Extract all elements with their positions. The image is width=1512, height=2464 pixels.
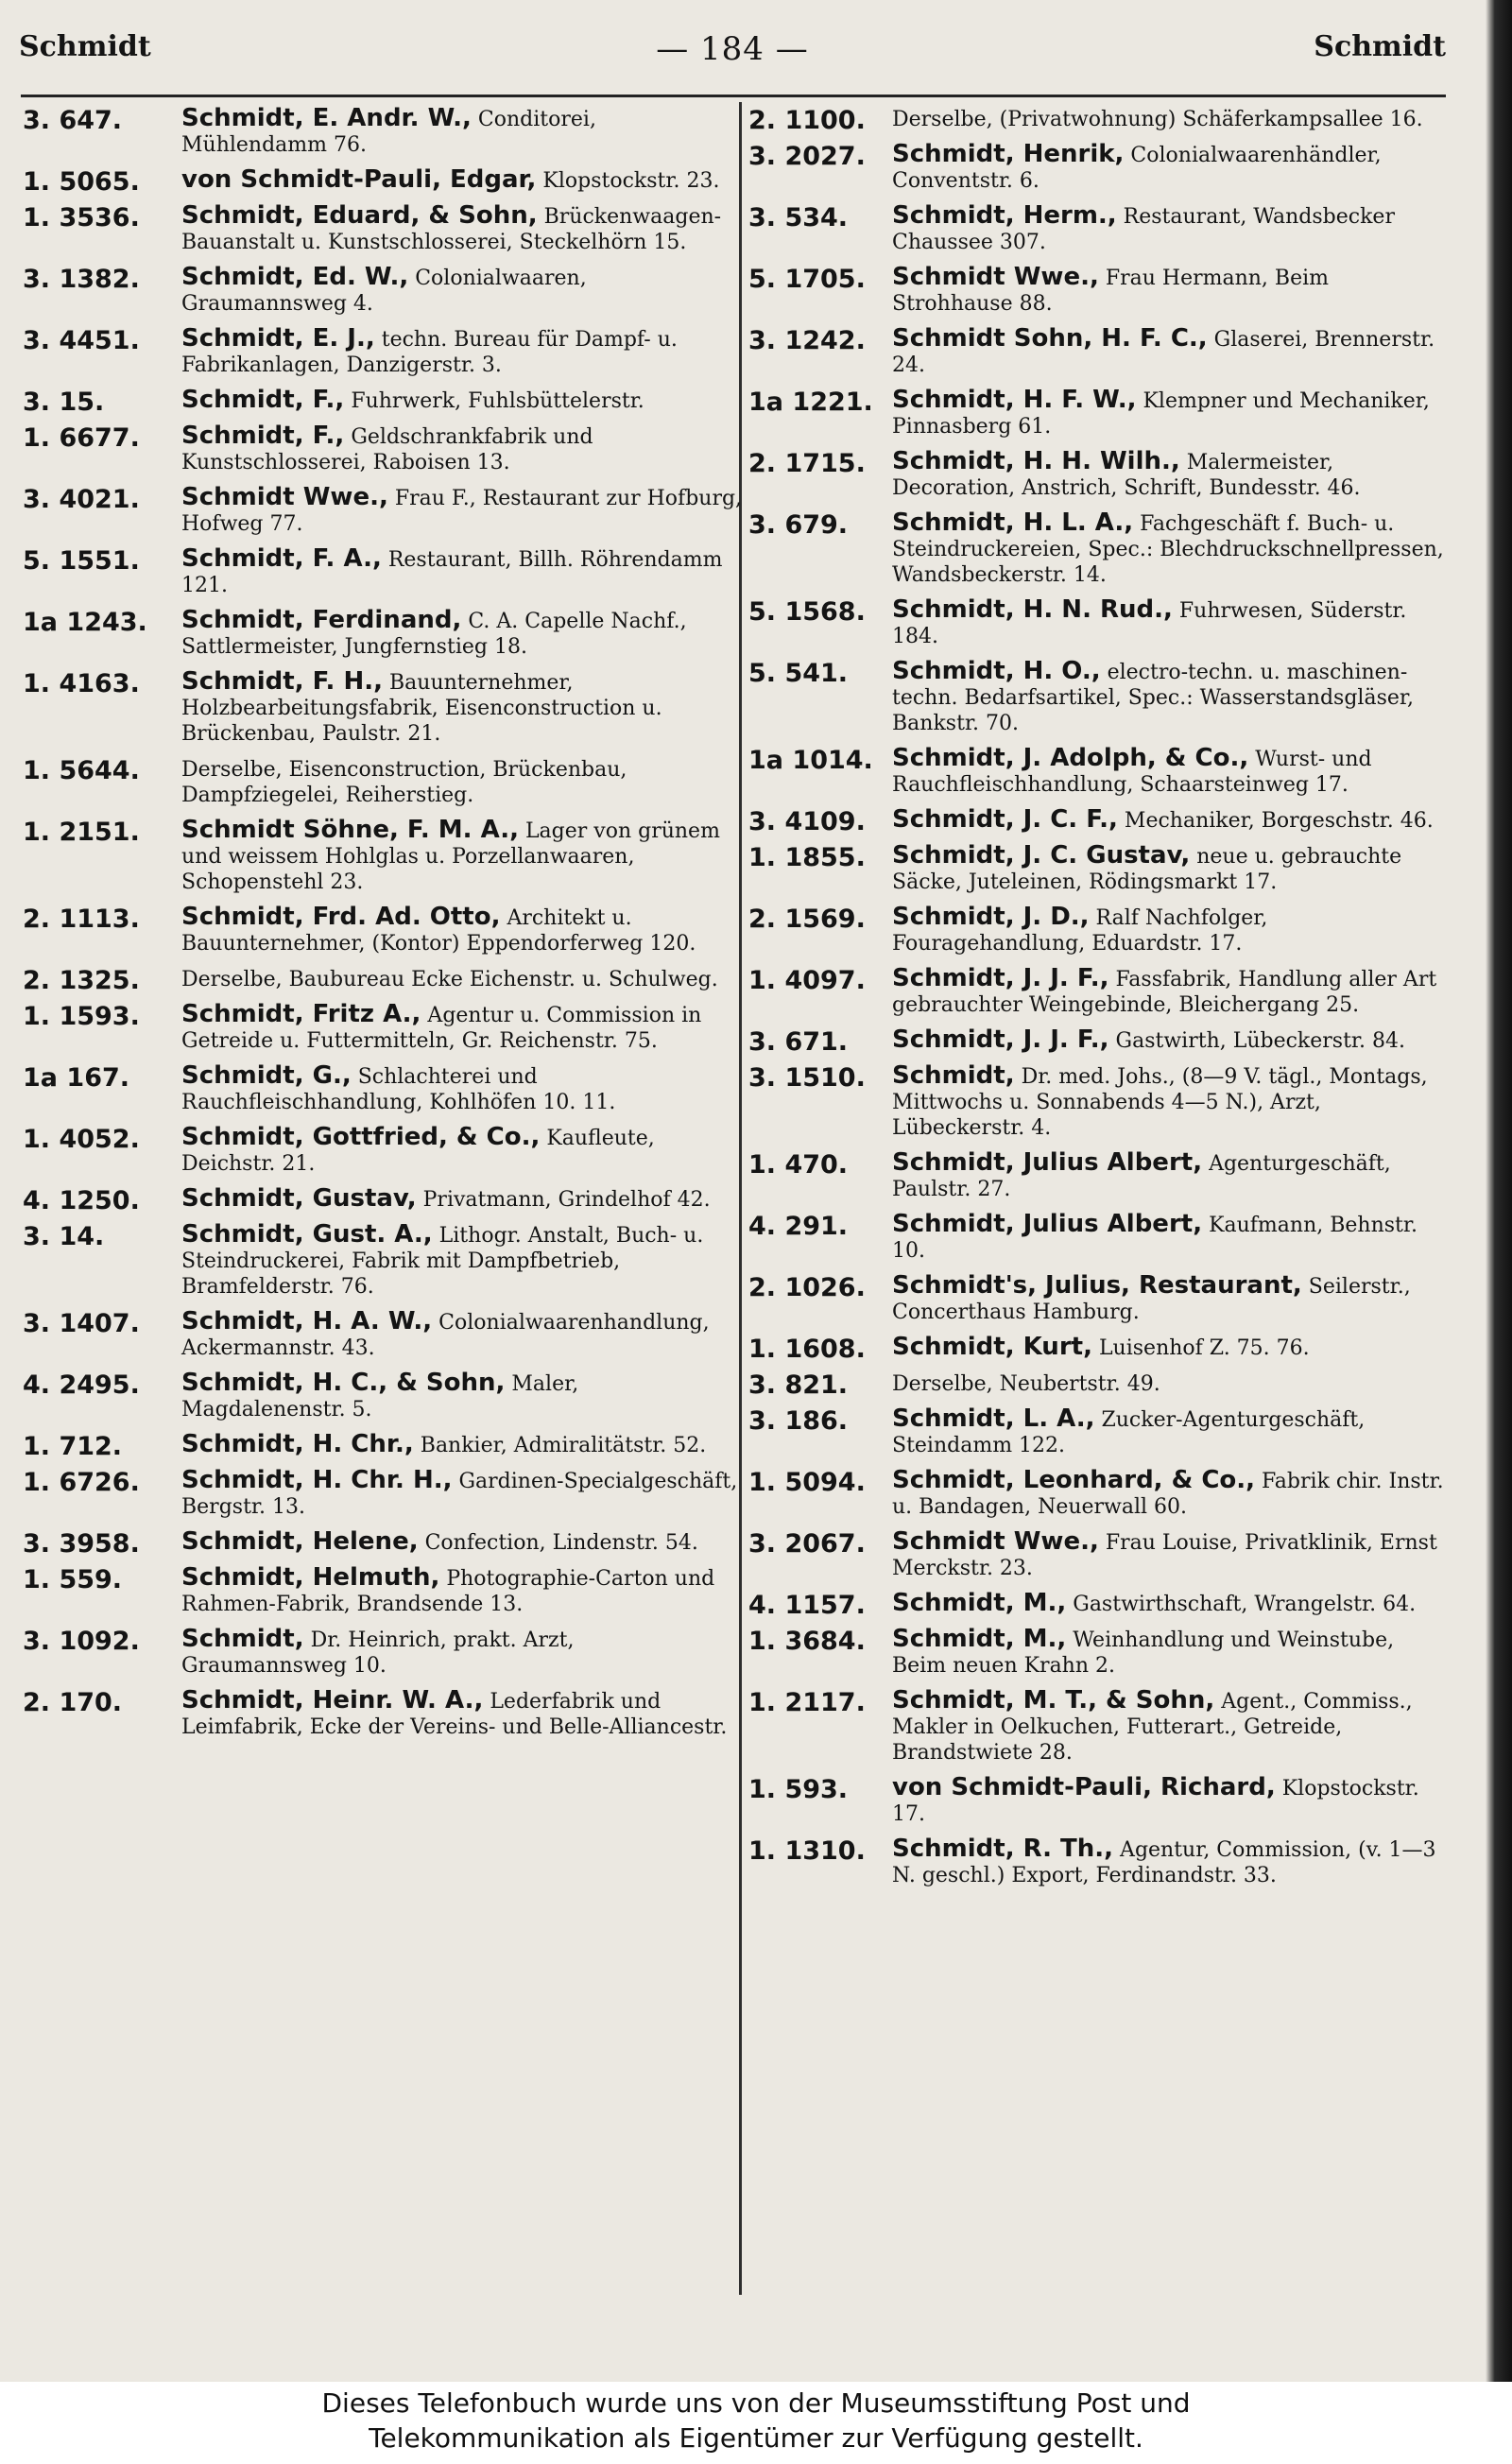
entry-details: Derselbe, Eisenconstruction, Brückenbau, Dampfziegelei, Reiherstieg. bbox=[181, 758, 627, 807]
header-surname-right: Schmidt bbox=[1314, 30, 1446, 63]
subscriber-name: Schmidt, bbox=[181, 1625, 304, 1653]
entry-text bbox=[181, 608, 743, 660]
entry-text bbox=[181, 1222, 743, 1300]
entry-details: Derselbe, Neubertstr. 49. bbox=[892, 1372, 1160, 1396]
directory-entry bbox=[23, 818, 743, 895]
entry-text bbox=[181, 756, 743, 808]
entry-text bbox=[892, 388, 1450, 439]
phone-number: 1a 1014. bbox=[748, 746, 873, 775]
subscriber-name: Schmidt, H. N. Rud., bbox=[892, 595, 1173, 624]
phone-number: 3. 1407. bbox=[23, 1309, 140, 1338]
right-column bbox=[748, 106, 1450, 1898]
subscriber-name: Schmidt, M., bbox=[892, 1589, 1067, 1617]
entry-text bbox=[892, 1273, 1450, 1325]
phone-number: 1a 1221. bbox=[748, 388, 873, 417]
phone-number: 1. 5644. bbox=[23, 756, 140, 785]
entry-text bbox=[181, 818, 743, 895]
entry-text bbox=[892, 1468, 1450, 1520]
directory-entry bbox=[23, 1627, 743, 1679]
phone-number: 1. 712. bbox=[23, 1432, 123, 1461]
entry-details: Agentur, Commission, (v. 1—3 N. geschl.) Export, Ferdinandstr. 33. bbox=[892, 1838, 1436, 1887]
directory-entry bbox=[748, 1529, 1450, 1581]
subscriber-name: Schmidt, H. O., bbox=[892, 657, 1101, 685]
entry-text bbox=[181, 1002, 743, 1054]
phone-number: 2. 1100. bbox=[748, 106, 866, 135]
subscriber-name: Schmidt, H. A. W., bbox=[181, 1307, 433, 1335]
entry-text bbox=[892, 1775, 1450, 1827]
entry-text bbox=[892, 1063, 1450, 1141]
subscriber-name: Schmidt, H. C., & Sohn, bbox=[181, 1369, 506, 1397]
directory-entry bbox=[748, 326, 1450, 378]
phone-number: 1. 470. bbox=[748, 1150, 849, 1180]
phone-number: 3. 1092. bbox=[23, 1627, 140, 1656]
subscriber-name: Schmidt, F., bbox=[181, 386, 345, 414]
entry-details: Derselbe, (Privatwohnung) Schäferkampsallee 16. bbox=[892, 108, 1423, 131]
phone-number: 5. 1705. bbox=[748, 265, 866, 294]
phone-number: 3. 679. bbox=[748, 510, 849, 540]
directory-entry bbox=[748, 1589, 1450, 1620]
entry-text bbox=[181, 106, 743, 158]
directory-entry bbox=[748, 449, 1450, 501]
directory-entry bbox=[748, 905, 1450, 956]
entry-details: Fabrik chir. Instr. u. Bandagen, Neuerwall 60. bbox=[892, 1470, 1444, 1519]
phone-number: 2. 1113. bbox=[23, 905, 140, 934]
entry-text bbox=[181, 1063, 743, 1115]
phone-number: 4. 1250. bbox=[23, 1186, 140, 1215]
entry-text bbox=[181, 1565, 743, 1617]
subscriber-name: Schmidt, Julius Albert, bbox=[892, 1210, 1203, 1238]
phone-number: 2. 1569. bbox=[748, 905, 866, 934]
entry-details: Malermeister, Decoration, Anstrich, Schrift, Bundesstr. 46. bbox=[892, 451, 1361, 500]
directory-entry bbox=[23, 423, 743, 475]
phone-number: 1. 6677. bbox=[23, 423, 140, 453]
phone-number: 1a 167. bbox=[23, 1063, 130, 1093]
phone-number: 3. 4451. bbox=[23, 326, 140, 355]
subscriber-name: Schmidt, Heinr. W. A., bbox=[181, 1686, 484, 1714]
subscriber-name: Schmidt, Gust. A., bbox=[181, 1220, 433, 1249]
subscriber-name: von Schmidt-Pauli, Richard, bbox=[892, 1773, 1276, 1801]
phone-number: 1. 4163. bbox=[23, 669, 140, 698]
entry-text bbox=[181, 966, 743, 992]
entry-details: Derselbe, Baubureau Ecke Eichenstr. u. Schulweg. bbox=[181, 968, 718, 991]
subscriber-name: Schmidt, G., bbox=[181, 1061, 352, 1090]
entry-details: Kaufmann, Behnstr. 10. bbox=[892, 1214, 1418, 1263]
phone-number: 4. 1157. bbox=[748, 1591, 866, 1620]
phone-number: 4. 2495. bbox=[23, 1370, 140, 1400]
subscriber-name: Schmidt, J. Adolph, & Co., bbox=[892, 744, 1249, 772]
entry-text bbox=[892, 510, 1450, 588]
subscriber-name: Schmidt Wwe., bbox=[892, 263, 1099, 291]
entry-text bbox=[181, 485, 743, 537]
directory-entry bbox=[748, 1775, 1450, 1827]
subscriber-name: Schmidt Wwe., bbox=[892, 1527, 1099, 1556]
entry-details: Ralf Nachfolger, Fouragehandlung, Eduardstr. 17. bbox=[892, 906, 1268, 956]
entry-text bbox=[892, 966, 1450, 1018]
subscriber-name: Schmidt, Leonhard, & Co., bbox=[892, 1466, 1256, 1494]
subscriber-name: Schmidt, Ed. W., bbox=[181, 263, 409, 291]
entry-text bbox=[892, 746, 1450, 798]
directory-entry bbox=[23, 1688, 743, 1740]
entry-details: Seilerstr., Concerthaus Hamburg. bbox=[892, 1275, 1411, 1324]
directory-entry bbox=[748, 1273, 1450, 1325]
subscriber-name: Schmidt, Henrik, bbox=[892, 140, 1125, 168]
entry-details: Kaufleute, Deichstr. 21. bbox=[181, 1127, 655, 1176]
entry-details: Conditorei, Mühlendamm 76. bbox=[181, 108, 596, 157]
phone-number: 1. 3684. bbox=[748, 1627, 866, 1656]
entry-details: Zucker-Agenturgeschäft, Steindamm 122. bbox=[892, 1408, 1366, 1457]
entry-details: Bauunternehmer, Holzbearbeitungsfabrik, Eisenconstruction u. Brückenbau, Paulstr. 21. bbox=[181, 671, 662, 746]
entry-details: techn. Bureau für Dampf- u. Fabrikanlagen, Danzigerstr. 3. bbox=[181, 328, 678, 377]
entry-text bbox=[892, 659, 1450, 736]
directory-entry bbox=[748, 388, 1450, 439]
phone-number: 1. 3536. bbox=[23, 203, 140, 233]
directory-entry bbox=[748, 1627, 1450, 1679]
subscriber-name: Schmidt, Helene, bbox=[181, 1527, 419, 1556]
phone-number: 3. 4021. bbox=[23, 485, 140, 514]
entry-text bbox=[892, 1335, 1450, 1361]
directory-entry bbox=[748, 966, 1450, 1018]
directory-entry bbox=[748, 843, 1450, 895]
entry-text bbox=[892, 449, 1450, 501]
phone-number: 1. 593. bbox=[748, 1775, 849, 1804]
header-surname-left: Schmidt bbox=[19, 30, 151, 63]
phone-number: 1. 559. bbox=[23, 1565, 123, 1594]
subscriber-name: Schmidt, Eduard, & Sohn, bbox=[181, 201, 538, 230]
directory-entry bbox=[23, 1002, 743, 1054]
directory-entry bbox=[23, 485, 743, 537]
entry-details: Dr. Heinrich, prakt. Arzt, Graumannsweg 10. bbox=[181, 1628, 575, 1678]
directory-entry bbox=[23, 1565, 743, 1617]
entry-details: Agenturgeschäft, Paulstr. 27. bbox=[892, 1152, 1391, 1201]
entry-text bbox=[892, 203, 1450, 255]
entry-text bbox=[892, 843, 1450, 895]
phone-number: 1. 5094. bbox=[748, 1468, 866, 1497]
book-binding-edge bbox=[1486, 0, 1512, 2382]
directory-entry bbox=[23, 1222, 743, 1300]
entry-details: Maler, Magdalenenstr. 5. bbox=[181, 1372, 579, 1422]
phone-number: 1. 1855. bbox=[748, 843, 866, 872]
phone-number: 1. 4052. bbox=[23, 1125, 140, 1154]
entry-details: Dr. med. Johs., (8—9 V. tägl., Montags, Mittwochs u. Sonnabends 4—5 N.), Arzt, Lübeckerstr. 4. bbox=[892, 1065, 1428, 1140]
subscriber-name: Schmidt, H. Chr. H., bbox=[181, 1466, 453, 1494]
phone-number: 3. 1382. bbox=[23, 265, 140, 294]
phone-number: 3. 4109. bbox=[748, 807, 866, 836]
directory-entry bbox=[23, 326, 743, 378]
directory-entry bbox=[23, 966, 743, 995]
entry-details: Fuhrwerk, Fuhlsbüttelerstr. bbox=[344, 389, 644, 413]
entry-text bbox=[181, 423, 743, 475]
subscriber-name: Schmidt, J. J. F., bbox=[892, 1025, 1109, 1054]
directory-entry bbox=[23, 1370, 743, 1422]
directory-entry bbox=[23, 1186, 743, 1213]
entry-text bbox=[181, 167, 743, 194]
phone-number: 1. 1310. bbox=[748, 1836, 866, 1866]
entry-details: Frau Louise, Privatklinik, Ernst Merckstr. 23. bbox=[892, 1531, 1437, 1580]
entry-details: Lager von grünem und weissem Hohlglas u. Porzellanwaaren, Schopenstehl 23. bbox=[181, 819, 720, 894]
phone-number: 5. 541. bbox=[748, 659, 849, 688]
subscriber-name: Schmidt, R. Th., bbox=[892, 1835, 1114, 1863]
subscriber-name: Schmidt, H. F. W., bbox=[892, 386, 1137, 414]
entry-text bbox=[892, 1627, 1450, 1679]
subscriber-name: Schmidt, M. T., & Sohn, bbox=[892, 1686, 1215, 1714]
entry-text bbox=[181, 1688, 743, 1740]
directory-entry bbox=[748, 1406, 1450, 1458]
phone-number: 1. 1593. bbox=[23, 1002, 140, 1031]
phone-number: 2. 170. bbox=[23, 1688, 123, 1717]
subscriber-name: Schmidt, bbox=[892, 1061, 1015, 1090]
phone-number: 2. 1325. bbox=[23, 966, 140, 995]
subscriber-name: Schmidt, J. J. F., bbox=[892, 964, 1109, 992]
directory-entry bbox=[748, 1468, 1450, 1520]
directory-entry bbox=[748, 106, 1450, 135]
directory-entry bbox=[23, 756, 743, 808]
subscriber-name: Schmidt, Herm., bbox=[892, 201, 1117, 230]
entry-details: electro-techn. u. maschinen-techn. Bedarfsartikel, Spec.: Wasserstandsgläser, Bankstr. 70. bbox=[892, 661, 1414, 735]
directory-entry bbox=[748, 1063, 1450, 1141]
entry-details: Restaurant, Wandsbecker Chaussee 307. bbox=[892, 205, 1395, 254]
phone-number: 1. 1608. bbox=[748, 1335, 866, 1364]
entry-text bbox=[181, 388, 743, 414]
entry-details: Schlachterei und Rauchfleischhandlung, Kohlhöfen 10. 11. bbox=[181, 1065, 616, 1114]
directory-entry bbox=[23, 1468, 743, 1520]
phone-number: 1. 2117. bbox=[748, 1688, 866, 1717]
subscriber-name: Schmidt, H. L. A., bbox=[892, 508, 1134, 537]
entry-details: Restaurant, Billh. Röhrendamm 121. bbox=[181, 548, 723, 597]
entry-text bbox=[892, 1212, 1450, 1264]
phone-number: 3. 1510. bbox=[748, 1063, 866, 1093]
entry-text bbox=[892, 1836, 1450, 1888]
phone-number: 2. 1026. bbox=[748, 1273, 866, 1302]
subscriber-name: Schmidt, H. H. Wilh., bbox=[892, 447, 1180, 475]
entry-details: Frau F., Restaurant zur Hofburg, Hofweg 77. bbox=[181, 487, 743, 536]
footer-line-1: Dieses Telefonbuch wurde uns von der Museumsstiftung Post und bbox=[321, 2387, 1191, 2419]
entry-text bbox=[892, 106, 1450, 132]
directory-entry bbox=[748, 510, 1450, 588]
entry-text bbox=[181, 1468, 743, 1520]
directory-entry bbox=[748, 142, 1450, 194]
entry-text bbox=[181, 1125, 743, 1177]
directory-entry bbox=[23, 386, 743, 417]
directory-entry bbox=[748, 1370, 1450, 1400]
entry-text bbox=[181, 1370, 743, 1422]
entry-text bbox=[892, 1370, 1450, 1397]
entry-details: neue u. gebrauchte Säcke, Juteleinen, Rödingsmarkt 17. bbox=[892, 845, 1402, 894]
directory-entry bbox=[748, 659, 1450, 736]
entry-details: Fachgeschäft f. Buch- u. Steindruckereien, Spec.: Blechdruckschnellpressen, Wandsbeckerstr. 14. bbox=[892, 512, 1444, 587]
entry-details: Klopstockstr. 17. bbox=[892, 1777, 1419, 1826]
directory-entry bbox=[748, 746, 1450, 798]
phone-number: 1. 2151. bbox=[23, 818, 140, 847]
subscriber-name: Schmidt Söhne, F. M. A., bbox=[181, 816, 519, 844]
entry-text bbox=[181, 1529, 743, 1556]
phone-number: 3. 821. bbox=[748, 1370, 849, 1400]
subscriber-name: Schmidt, F. H., bbox=[181, 667, 384, 696]
entry-details: Gastwirthschaft, Wrangelstr. 64. bbox=[1066, 1593, 1417, 1616]
entry-details: Klempner und Mechaniker, Pinnasberg 61. bbox=[892, 389, 1430, 439]
directory-entry bbox=[23, 203, 743, 255]
subscriber-name: Schmidt, Julius Albert, bbox=[892, 1148, 1203, 1177]
page-number: — 184 — bbox=[656, 30, 809, 68]
entry-details: Brückenwaagen-Bauanstalt u. Kunstschlosserei, Steckelhörn 15. bbox=[181, 205, 722, 254]
entry-details: Agentur u. Commission in Getreide u. Futtermitteln, Gr. Reichenstr. 75. bbox=[181, 1004, 702, 1053]
subscriber-name: Schmidt, F., bbox=[181, 422, 345, 450]
entry-details: Wurst- und Rauchfleischhandlung, Schaarsteinweg 17. bbox=[892, 748, 1372, 797]
phone-number: 3. 186. bbox=[748, 1406, 849, 1436]
phone-number: 3. 2027. bbox=[748, 142, 866, 171]
footer-line-2: Telekommunikation als Eigentümer zur Verfügung gestellt. bbox=[369, 2422, 1143, 2454]
directory-entry bbox=[23, 1125, 743, 1177]
entry-details: Mechaniker, Borgeschstr. 46. bbox=[1117, 809, 1434, 833]
directory-entry bbox=[23, 669, 743, 747]
subscriber-name: Schmidt, F. A., bbox=[181, 544, 382, 573]
phone-number: 2. 1715. bbox=[748, 449, 866, 478]
directory-entry bbox=[23, 608, 743, 660]
entry-text bbox=[181, 203, 743, 255]
entry-text bbox=[892, 1406, 1450, 1458]
entry-text bbox=[892, 1688, 1450, 1766]
directory-entry bbox=[23, 1527, 743, 1559]
entry-details: Glaserei, Brennerstr. 24. bbox=[892, 328, 1435, 377]
subscriber-name: Schmidt Wwe., bbox=[181, 483, 388, 511]
entry-text bbox=[181, 1309, 743, 1361]
directory-entry bbox=[23, 106, 743, 158]
header-rule bbox=[21, 95, 1446, 97]
entry-details: Fassfabrik, Handlung aller Art gebrauchter Weingebinde, Bleichergang 25. bbox=[892, 968, 1437, 1017]
subscriber-name: Schmidt, Gottfried, & Co., bbox=[181, 1123, 541, 1151]
entry-details: Klopstockstr. 23. bbox=[536, 169, 720, 193]
entry-details: Gastwirth, Lübeckerstr. 84. bbox=[1108, 1029, 1405, 1053]
entry-text bbox=[181, 265, 743, 317]
subscriber-name: Schmidt, Ferdinand, bbox=[181, 606, 462, 634]
entry-details: Weinhandlung und Weinstube, Beim neuen Krahn 2. bbox=[892, 1628, 1395, 1678]
entry-details: Bankier, Admiralitätstr. 52. bbox=[413, 1434, 707, 1457]
directory-entry bbox=[748, 1836, 1450, 1888]
subscriber-name: Schmidt, J. C. F., bbox=[892, 805, 1118, 834]
directory-entry bbox=[748, 1333, 1450, 1364]
directory-entry bbox=[23, 1309, 743, 1361]
subscriber-name: Schmidt, H. Chr., bbox=[181, 1430, 414, 1458]
entry-text bbox=[892, 265, 1450, 317]
entry-details: Colonialwaarenhändler, Conventstr. 6. bbox=[892, 144, 1382, 193]
directory-entry bbox=[23, 905, 743, 956]
subscriber-name: Schmidt, L. A., bbox=[892, 1404, 1095, 1433]
left-column bbox=[23, 106, 743, 1749]
entry-text bbox=[892, 597, 1450, 649]
subscriber-name: Schmidt, J. D., bbox=[892, 903, 1090, 931]
phone-number: 3. 671. bbox=[748, 1027, 849, 1057]
entry-details: Frau Hermann, Beim Strohhause 88. bbox=[892, 267, 1330, 316]
directory-entry bbox=[23, 265, 743, 317]
subscriber-name: Schmidt Sohn, H. F. C., bbox=[892, 324, 1208, 353]
entry-details: C. A. Capelle Nachf., Sattlermeister, Jungfernstieg 18. bbox=[181, 610, 687, 659]
phone-number: 1. 4097. bbox=[748, 966, 866, 995]
subscriber-name: Schmidt, M., bbox=[892, 1625, 1067, 1653]
phone-number: 3. 534. bbox=[748, 203, 849, 233]
phone-number: 3. 647. bbox=[23, 106, 123, 135]
directory-entry bbox=[748, 807, 1450, 834]
footer-notice bbox=[0, 2382, 1512, 2464]
entry-text bbox=[892, 142, 1450, 194]
directory-entry bbox=[748, 203, 1450, 255]
entry-details: Luisenhof Z. 75. 76. bbox=[1091, 1336, 1310, 1360]
subscriber-name: Schmidt, Helmuth, bbox=[181, 1563, 440, 1592]
directory-entry bbox=[748, 265, 1450, 317]
subscriber-name: Schmidt, Kurt, bbox=[892, 1333, 1092, 1361]
directory-entry bbox=[748, 1688, 1450, 1766]
entry-text bbox=[181, 1186, 743, 1213]
entry-details: Colonialwaaren, Graumannsweg 4. bbox=[181, 267, 587, 316]
directory-entry bbox=[23, 546, 743, 598]
directory-entry bbox=[748, 1025, 1450, 1057]
phone-number: 3. 14. bbox=[23, 1222, 105, 1251]
entry-details: Architekt u. Bauunternehmer, (Kontor) Eppendorferweg 120. bbox=[181, 906, 696, 956]
phone-number: 3. 2067. bbox=[748, 1529, 866, 1559]
entry-details: Privatmann, Grindelhof 42. bbox=[416, 1188, 711, 1212]
entry-details: Agent., Commiss., Makler in Oelkuchen, Futterart., Getreide, Brandstwiete 28. bbox=[892, 1690, 1413, 1765]
phone-number: 5. 1568. bbox=[748, 597, 866, 627]
subscriber-name: Schmidt, Gustav, bbox=[181, 1184, 417, 1213]
phone-number: 1. 6726. bbox=[23, 1468, 140, 1497]
entry-text bbox=[181, 1627, 743, 1679]
entry-text bbox=[892, 1591, 1450, 1617]
entry-text bbox=[181, 546, 743, 598]
entry-text bbox=[892, 807, 1450, 834]
directory-entry bbox=[748, 597, 1450, 649]
entry-details: Geldschrankfabrik und Kunstschlosserei, Raboisen 13. bbox=[181, 425, 593, 474]
subscriber-name: Schmidt, Frd. Ad. Otto, bbox=[181, 903, 501, 931]
entry-details: Lithogr. Anstalt, Buch- u. Steindruckerei, Fabrik mit Dampfbetrieb, Bramfelderstr. 76. bbox=[181, 1224, 704, 1299]
subscriber-name: Schmidt, Fritz A., bbox=[181, 1000, 421, 1028]
directory-entry bbox=[748, 1150, 1450, 1202]
entry-text bbox=[892, 1529, 1450, 1581]
page-header bbox=[19, 30, 1446, 87]
entry-text bbox=[892, 326, 1450, 378]
entry-text bbox=[892, 1027, 1450, 1054]
entry-details: Confection, Lindenstr. 54. bbox=[418, 1531, 698, 1555]
phone-number: 3. 3958. bbox=[23, 1529, 140, 1559]
directory-entry bbox=[748, 1212, 1450, 1264]
phone-number: 3. 15. bbox=[23, 388, 105, 417]
directory-entry bbox=[23, 1063, 743, 1115]
directory-entry bbox=[23, 165, 743, 197]
entry-text bbox=[181, 669, 743, 747]
subscriber-name: von Schmidt-Pauli, Edgar, bbox=[181, 165, 537, 194]
phone-number: 5. 1551. bbox=[23, 546, 140, 576]
phone-number: 1a 1243. bbox=[23, 608, 147, 637]
entry-text bbox=[892, 1150, 1450, 1202]
entry-text bbox=[181, 1432, 743, 1458]
entry-details: Gardinen-Specialgeschäft, Bergstr. 13. bbox=[181, 1470, 738, 1519]
subscriber-name: Schmidt's, Julius, Restaurant, bbox=[892, 1271, 1302, 1300]
entry-details: Fuhrwesen, Süderstr. 184. bbox=[892, 599, 1407, 648]
entry-details: Photographie-Carton und Rahmen-Fabrik, Brandsende 13. bbox=[181, 1567, 715, 1616]
phone-number: 1. 5065. bbox=[23, 167, 140, 197]
phone-number: 4. 291. bbox=[748, 1212, 849, 1241]
entry-details: Colonialwaarenhandlung, Ackermannstr. 43. bbox=[181, 1311, 710, 1360]
subscriber-name: Schmidt, E. J., bbox=[181, 324, 375, 353]
entry-details: Lederfabrik und Leimfabrik, Ecke der Vereins- und Belle-Alliancestr. bbox=[181, 1690, 728, 1739]
directory-entry bbox=[23, 1430, 743, 1461]
subscriber-name: Schmidt, J. C. Gustav, bbox=[892, 841, 1191, 870]
entry-text bbox=[892, 905, 1450, 956]
entry-text bbox=[181, 326, 743, 378]
phone-number: 3. 1242. bbox=[748, 326, 866, 355]
subscriber-name: Schmidt, E. Andr. W., bbox=[181, 104, 472, 132]
entry-text bbox=[181, 905, 743, 956]
